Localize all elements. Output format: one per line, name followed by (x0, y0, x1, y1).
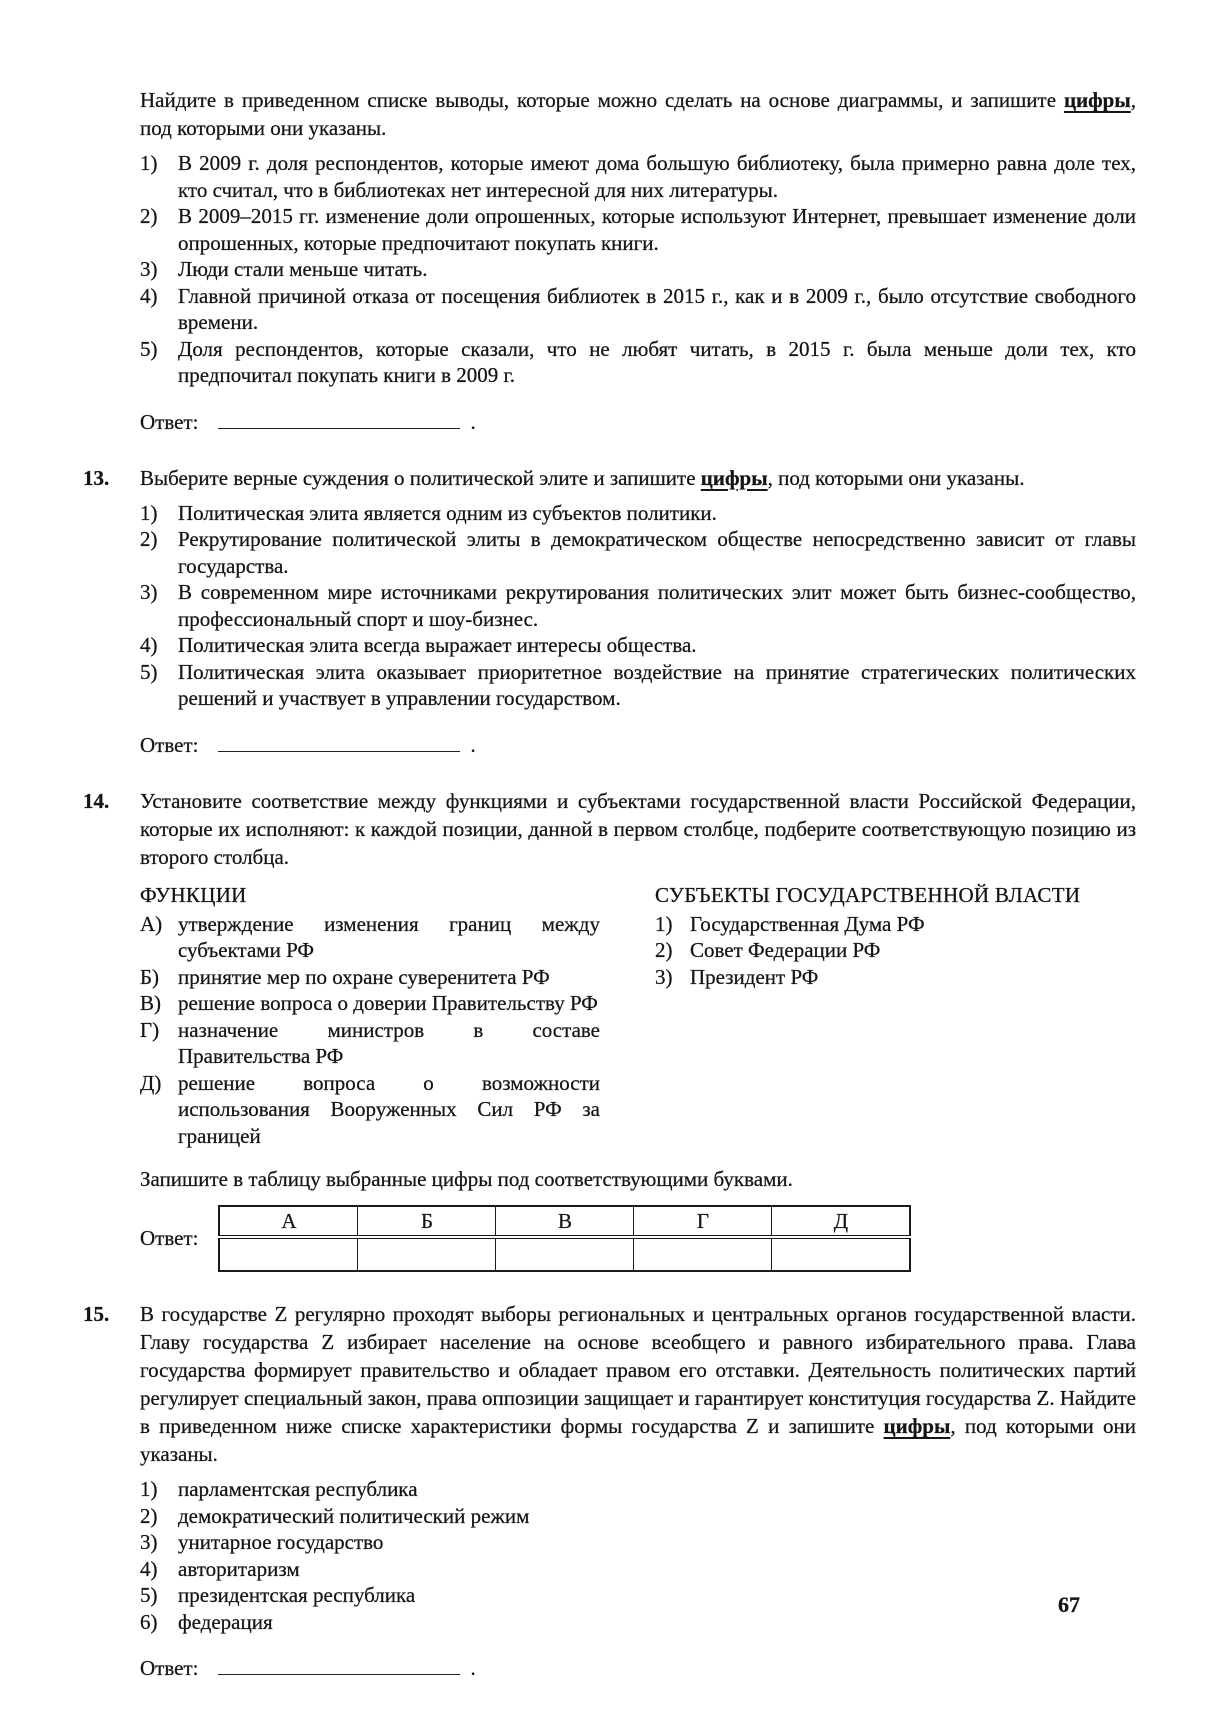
options-list (140, 1476, 1136, 1635)
option-text: Политическая элита оказывает приоритетное воздействие на принятие стратегических политических решений и участвует в управлении государством. (178, 659, 1136, 710)
option-marker: 2) (140, 1503, 158, 1528)
page-content (83, 86, 1136, 1710)
option-text: Совет Федерации РФ (690, 938, 881, 962)
answer-table-header-cell: Д (772, 1206, 911, 1237)
option-text: авторитаризм (178, 1556, 300, 1581)
option-marker: 5) (140, 659, 158, 684)
question-intro (140, 1300, 1136, 1468)
answer-table-input-cell[interactable] (219, 1237, 358, 1271)
question-intro (140, 86, 1136, 142)
keyword-cifry: цифры (700, 465, 768, 490)
option-marker: А) (140, 911, 163, 936)
intro-text: , под которыми они указаны. (140, 1414, 1136, 1466)
intro-text: Установите соответствие между функциями и субъектами государственной власти Российской Федерации, которые их исполняют: к каждой позиции, данной в первом столбце, подберите соответствующую позицию из второго столбца. (140, 788, 1136, 869)
answer-period: . (470, 1656, 476, 1680)
option-marker: Б) (140, 964, 160, 989)
columns-gap (600, 881, 655, 1150)
options-list (140, 150, 1136, 389)
option-item (140, 1556, 1136, 1583)
option-item (140, 336, 1136, 389)
option-marker: 1) (140, 151, 158, 175)
option-item (140, 283, 1136, 336)
subject-item (655, 911, 1136, 938)
option-text: Рекрутирование политической элиты в демократическом обществе непосредственно зависит от главы государства. (178, 527, 1136, 578)
option-text: принятие мер по охране суверенитета РФ (178, 964, 550, 989)
subject-item (655, 937, 1136, 964)
option-item (140, 632, 1136, 659)
option-item (140, 526, 1136, 579)
answer-blank[interactable] (218, 407, 460, 429)
option-text: В 2009–2015 гг. изменение доли опрошенных, которые используют Интернет, превышает изменение доли опрошенных, которые предпочитают покупать книги. (178, 204, 1136, 255)
answer-table-input-cell[interactable] (358, 1237, 496, 1271)
option-text: Политическая элита всегда выражает интересы общества. (178, 633, 697, 657)
subject-item (655, 964, 1136, 991)
option-text: решение вопроса о возможности использования Вооруженных Сил РФ за границей (178, 1070, 600, 1148)
intro-text: В государстве Z регулярно проходят выборы региональных и центральных органов государственной власти. Главу государства Z избирает население на основе всеобщего и равного избирательного права. Глава государства формирует правительство и обладает правом его отставки. Деятельность политических партий регулирует специальный закон, права оппозиции защищает и гарантирует конституция государства Z. Найдите в приведенном ниже списке характеристики формы государства Z и запишите (140, 1302, 1136, 1438)
option-item (140, 256, 1136, 283)
function-item (140, 1070, 600, 1150)
option-text: утверждение изменения границ между субъектами РФ (178, 911, 600, 962)
intro-text: Найдите в приведенном списке выводы, которые можно сделать на основе диаграммы, и запишите (140, 88, 1064, 112)
question-12 (140, 86, 1136, 436)
intro-text: , под которыми они указаны. (767, 465, 1025, 490)
functions-heading: ФУНКЦИИ (140, 882, 247, 907)
option-marker: В) (140, 991, 161, 1015)
option-marker: 1) (140, 1477, 158, 1501)
option-item (140, 500, 1136, 527)
option-marker: 2) (655, 938, 673, 962)
function-item (140, 1017, 600, 1070)
answer-label: Ответ: (140, 409, 199, 434)
question-intro (140, 464, 1136, 492)
option-text: Президент РФ (690, 964, 819, 989)
option-marker: 4) (140, 633, 158, 657)
option-marker: 5) (140, 1583, 158, 1607)
option-text: парламентская республика (178, 1477, 418, 1501)
question-15 (83, 1300, 1136, 1682)
option-marker: Д) (140, 1070, 162, 1095)
option-marker: 6) (140, 1609, 158, 1634)
question-intro (140, 787, 1136, 871)
option-item (140, 1582, 1136, 1609)
answer-table-input-cell[interactable] (772, 1237, 911, 1271)
option-marker: Г) (140, 1017, 160, 1042)
keyword-cifry: цифры (883, 1414, 951, 1438)
answer-table-header-cell: Б (358, 1206, 496, 1237)
question-number: 15. (83, 1302, 110, 1326)
option-text: В 2009 г. доля респондентов, которые имеют дома большую библиотеку, была примерно равна доле тех, кто считал, что в библиотеках нет интересной для них литературы. (178, 151, 1136, 202)
option-marker: 1) (655, 911, 673, 936)
option-text: Главной причиной отказа от посещения библиотек в 2015 г., как и в 2009 г., было отсутствие свободного времени. (178, 283, 1136, 334)
matching-columns (140, 881, 1136, 1150)
option-marker: 4) (140, 283, 158, 308)
answer-period: . (470, 732, 476, 757)
subjects-heading: СУБЪЕКТЫ ГОСУДАРСТВЕННОЙ ВЛАСТИ (655, 882, 1081, 907)
question-number: 14. (83, 788, 110, 813)
option-marker: 3) (140, 580, 158, 604)
question-14 (83, 787, 1136, 1273)
option-text: Государственная Дума РФ (690, 911, 925, 936)
option-marker: 3) (140, 1530, 158, 1554)
answer-label: Ответ: (140, 732, 199, 757)
option-item (140, 150, 1136, 203)
answer-table-header-cell: Г (634, 1206, 772, 1237)
function-item (140, 964, 600, 991)
answer-label: Ответ: (140, 1226, 199, 1250)
answer-blank[interactable] (218, 730, 460, 752)
answer-label: Ответ: (140, 1656, 199, 1680)
intro-text: , под которыми они указаны. (140, 88, 1136, 140)
option-text: президентская республика (178, 1583, 416, 1607)
option-marker: 1) (140, 500, 158, 525)
keyword-cifry: цифры (1063, 88, 1131, 112)
option-text: Люди стали меньше читать. (178, 257, 428, 281)
option-marker: 5) (140, 336, 158, 361)
option-text: назначение министров в составе Правительства РФ (178, 1017, 600, 1068)
answer-table-input-cell[interactable] (496, 1237, 634, 1271)
subjects-column (655, 881, 1136, 1150)
option-item (140, 1529, 1136, 1556)
option-text: демократический политический режим (178, 1503, 530, 1528)
option-marker: 2) (140, 527, 158, 551)
function-item (140, 911, 600, 964)
option-item (140, 203, 1136, 256)
option-item (140, 1476, 1136, 1503)
answer-row (140, 407, 1136, 436)
option-text: Доля респондентов, которые сказали, что не любят читать, в 2015 г. была меньше доли тех, кто предпочитал покупать книги в 2009 г. (178, 336, 1136, 387)
intro-text: Выберите верные суждения о политической элите и запишите (140, 465, 701, 490)
answer-table-input-cell[interactable] (634, 1237, 772, 1271)
answer-table-header-row (219, 1206, 910, 1237)
answer-row (140, 730, 1136, 759)
question-number: 13. (83, 465, 110, 490)
option-text: решение вопроса о доверии Правительству РФ (178, 991, 598, 1015)
answer-table-header-cell: А (219, 1206, 358, 1237)
option-item (140, 659, 1136, 712)
option-item (140, 1503, 1136, 1530)
option-marker: 3) (140, 257, 158, 281)
answer-row (140, 1653, 1136, 1682)
matching-instruction: Запишите в таблицу выбранные цифры под соответствующими буквами. (140, 1167, 793, 1191)
option-text: В современном мире источниками рекрутирования политических элит может быть бизнес-сообщество, профессиональный спорт и шоу-бизнес. (178, 580, 1136, 631)
functions-column (140, 881, 600, 1150)
option-item (140, 1609, 1136, 1636)
question-13 (83, 464, 1136, 759)
option-text: унитарное государство (178, 1530, 384, 1554)
option-marker: 4) (140, 1556, 158, 1581)
page-number: 67 (1058, 1592, 1080, 1617)
answer-blank[interactable] (218, 1653, 460, 1675)
answer-table-input-row (219, 1237, 910, 1271)
option-item (140, 579, 1136, 632)
options-list (140, 500, 1136, 712)
function-item (140, 990, 600, 1017)
answer-table-header-cell: В (496, 1206, 634, 1237)
answer-table (218, 1205, 911, 1272)
option-text: Политическая элита является одним из субъектов политики. (178, 500, 717, 525)
option-marker: 3) (655, 964, 673, 989)
answer-period: . (470, 409, 476, 434)
option-marker: 2) (140, 204, 158, 228)
answer-table-row (140, 1205, 1136, 1272)
option-text: федерация (178, 1609, 273, 1634)
